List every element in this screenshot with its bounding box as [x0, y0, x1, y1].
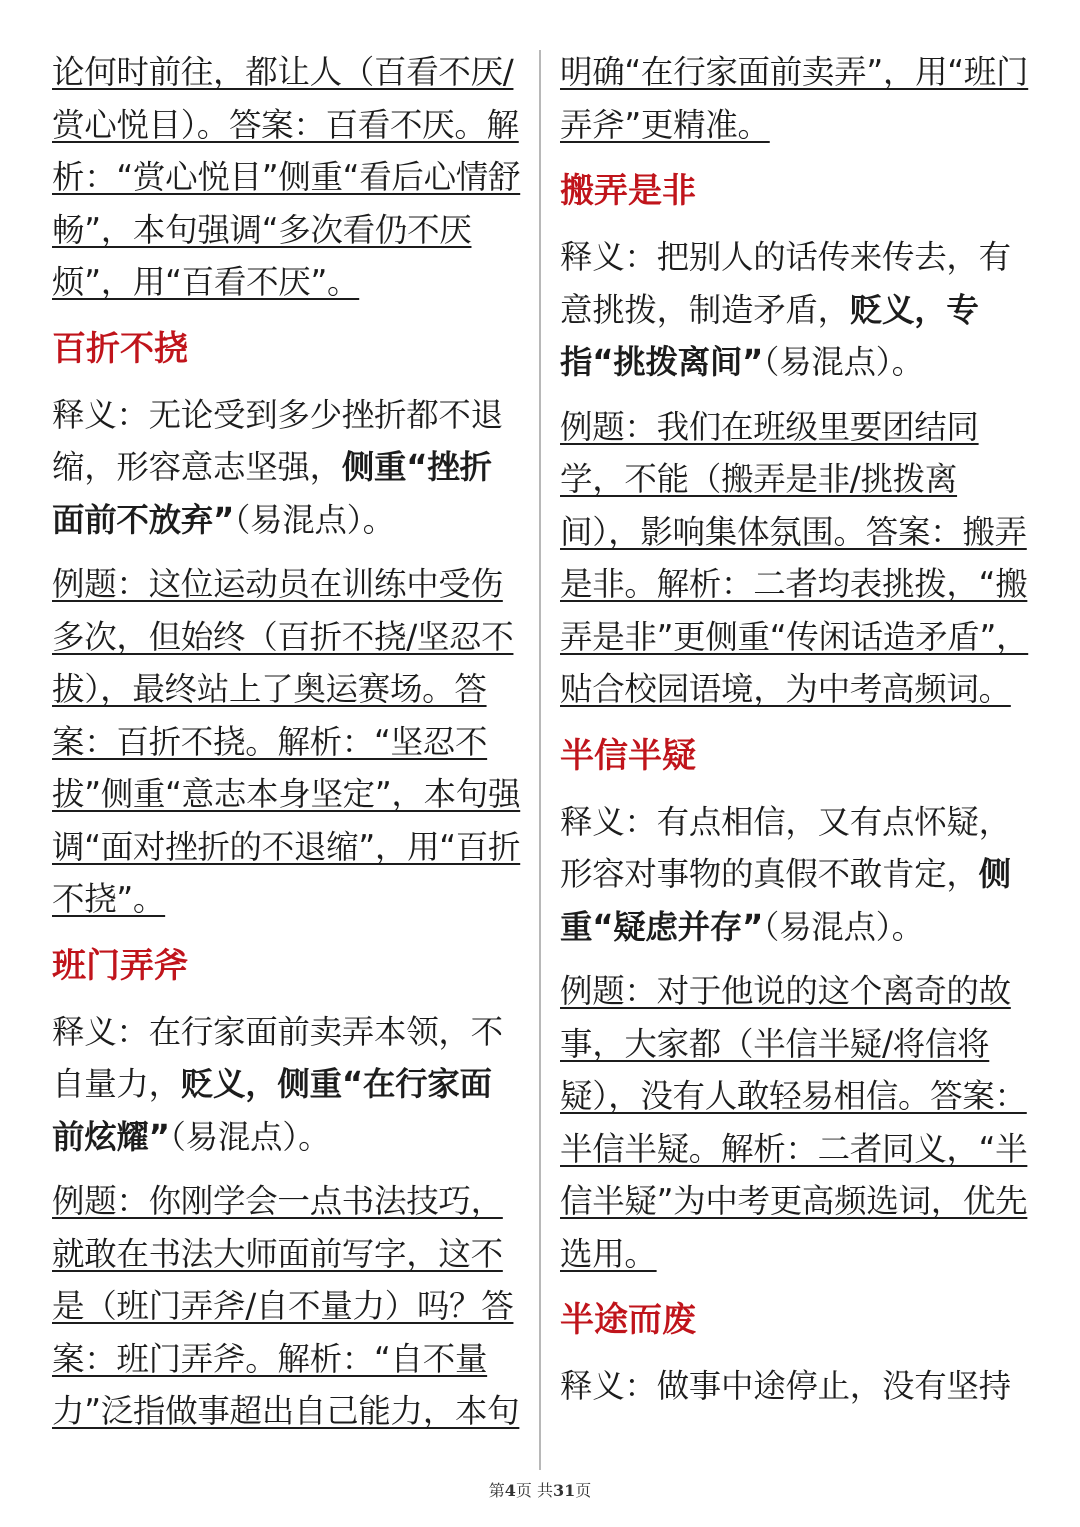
- entry-definition: 释义：有点相信，又有点怀疑，形容对事物的真假不敢肯定，侧重“疑虑并存”（易混点）。: [560, 802, 1011, 946]
- example-continued: 明确“在行家面前卖弄”，用“班门弄斧”更精准。: [560, 53, 1029, 144]
- entry-example: 例题：对于他说的这个离奇的故事，大家都（半信半疑/将信将疑），没有人敢轻易相信。答案：半信半疑。解析：二者同义，“半信半疑”为中考更高频选词，优先选用。: [560, 972, 1028, 1273]
- right-column: [560, 46, 1032, 1413]
- entry-definition: 释义：把别人的话传来传去，有意挑拨，制造矛盾，贬义，专指“挑拨离间”（易混点）。: [560, 238, 1011, 381]
- entry-example: 例题：你刚学会一点书法技巧，就敢在书法大师面前写字，这不是（班门弄斧/自不量力）吗？答案：班门弄斧。解析：“自不量力”泛指做事超出自己能力，本句: [52, 1182, 520, 1430]
- entry-title: 搬弄是非: [560, 171, 696, 211]
- entry-definition: 释义：做事中途停止，没有坚持: [560, 1367, 1011, 1405]
- entry-title: 百折不挠: [52, 328, 188, 369]
- entry-title: 半途而废: [560, 1300, 696, 1340]
- page-footer: [0, 1478, 1080, 1501]
- entry-example: 例题：我们在班级里要团结同学，不能（搬弄是非/挑拨离间），影响集体氛围。答案：搬弄是非。解析：二者均表挑拨，“搬弄是非”更侧重“传闲话造矛盾”，贴合校园语境，为中考高频词。: [560, 407, 1029, 708]
- entry-example: 例题：这位运动员在训练中受伤多次，但始终（百折不挠/坚忍不拔），最终站上了奥运赛场。答案：百折不挠。解析：“坚忍不拔”侧重“意志本身坚定”，本句强调“面对挫折的不退缩”，用“百折不挠”。: [52, 565, 521, 918]
- page-total: 31: [552, 1481, 576, 1500]
- entry-definition: 释义：无论受到多少挫折都不退缩，形容意志坚强，侧重“挫折面前不放弃”（易混点）。: [52, 395, 503, 539]
- footer-prefix: 第: [488, 1481, 505, 1500]
- footer-suffix: 页: [575, 1481, 592, 1500]
- entry-definition: 释义：在行家面前卖弄本领，不自量力，贬义，侧重“在行家面前炫耀”（易混点）。: [52, 1012, 503, 1156]
- entry-title: 班门弄斧: [52, 945, 188, 986]
- column-divider: [539, 50, 541, 1470]
- entry-title: 半信半疑: [560, 735, 696, 776]
- footer-mid: 页 共: [515, 1481, 553, 1500]
- page-number: 4: [504, 1481, 516, 1500]
- left-column: [52, 46, 522, 1438]
- example-continued: 论何时前往，都让人（百看不厌/赏心悦目）。答案：百看不厌。解析：“赏心悦目”侧重“看后心情舒畅”，本句强调“多次看仍不厌烦”，用“百看不厌”。: [52, 53, 521, 301]
